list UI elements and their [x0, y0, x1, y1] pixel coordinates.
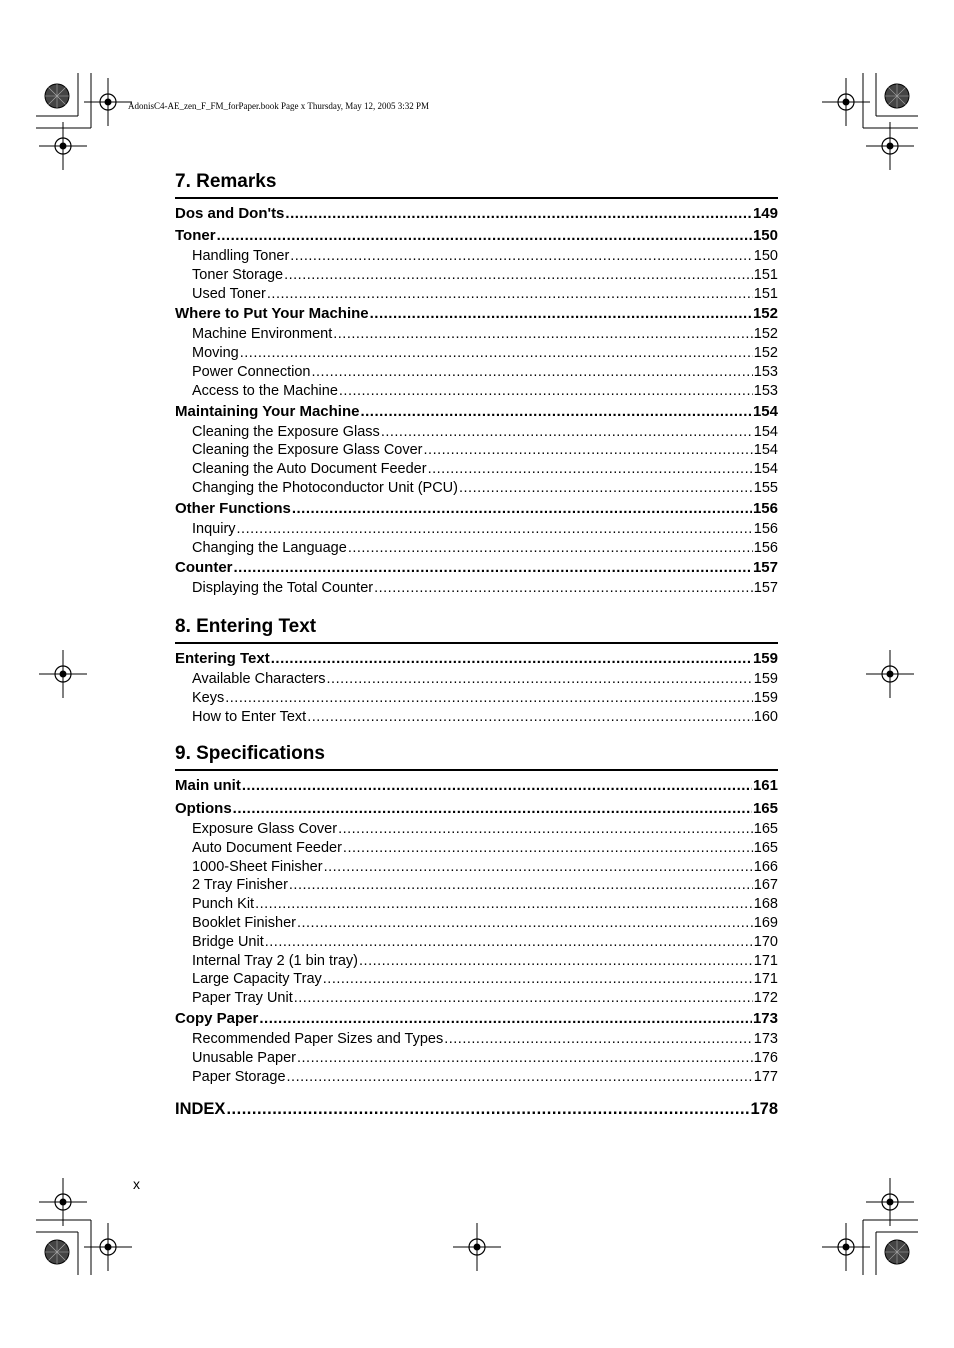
section-title: 7. Remarks	[175, 171, 778, 199]
toc-entry[interactable]: Counter ..... 157	[175, 557, 778, 579]
toc-subentry[interactable]: 2 Tray Finisher ..... 167	[175, 876, 778, 895]
print-header-line: AdonisC4-AE_zen_F_FM_forPaper.book Page x Thursday, May 12, 2005 3:32 PM	[128, 101, 429, 111]
toc-subentry[interactable]: Used Toner ..... 151	[175, 285, 778, 304]
toc-subentry[interactable]: 1000-Sheet Finisher ..... 166	[175, 858, 778, 877]
toc-subentry[interactable]: Large Capacity Tray ..... 171	[175, 970, 778, 989]
toc-subentry[interactable]: Paper Storage ..... 177	[175, 1068, 778, 1087]
toc-subentry[interactable]: Bridge Unit ..... 170	[175, 933, 778, 952]
toc-subentry[interactable]: Toner Storage ..... 151	[175, 266, 778, 285]
toc-entry[interactable]: Options ..... 165	[175, 798, 778, 820]
toc-subentry[interactable]: Booklet Finisher ..... 169	[175, 914, 778, 933]
toc-entry[interactable]: Copy Paper ..... 173	[175, 1008, 778, 1030]
toc-subentry[interactable]: Punch Kit ..... 168	[175, 895, 778, 914]
toc-subentry[interactable]: How to Enter Text ..... 160	[175, 708, 778, 727]
toc-entry-index[interactable]: INDEX ..... 178	[175, 1097, 778, 1121]
toc-subentry[interactable]: Keys ..... 159	[175, 689, 778, 708]
toc-entry[interactable]: Other Functions ..... 156	[175, 498, 778, 520]
toc-subentry[interactable]: Cleaning the Exposure Glass Cover ..... 154	[175, 441, 778, 460]
toc-section-entering-text	[175, 616, 778, 726]
toc-entry[interactable]: Entering Text ..... 159	[175, 648, 778, 670]
toc-section-specifications	[175, 743, 778, 1086]
registration-mark-bottom-left	[36, 1178, 132, 1275]
toc-subentry[interactable]: Internal Tray 2 (1 bin tray) ..... 171	[175, 952, 778, 971]
toc-subentry[interactable]: Cleaning the Exposure Glass ..... 154	[175, 423, 778, 442]
toc-subentry[interactable]: Changing the Photoconductor Unit (PCU) ..... 155	[175, 479, 778, 498]
toc-subentry[interactable]: Cleaning the Auto Document Feeder ..... 154	[175, 460, 778, 479]
toc-subentry[interactable]: Recommended Paper Sizes and Types ..... 173	[175, 1030, 778, 1049]
toc-subentry[interactable]: Paper Tray Unit ..... 172	[175, 989, 778, 1008]
toc-entry[interactable]: Toner ..... 150	[175, 225, 778, 247]
toc-subentry[interactable]: Inquiry ..... 156	[175, 520, 778, 539]
registration-mark-right-middle	[866, 650, 914, 698]
toc-subentry[interactable]: Power Connection ..... 153	[175, 363, 778, 382]
toc-entry[interactable]: Where to Put Your Machine ..... 152	[175, 303, 778, 325]
toc-subentry[interactable]: Available Characters ..... 159	[175, 670, 778, 689]
registration-mark-bottom-middle	[453, 1223, 501, 1271]
toc-entry[interactable]: Maintaining Your Machine ..... 154	[175, 401, 778, 423]
toc-subentry[interactable]: Access to the Machine ..... 153	[175, 382, 778, 401]
toc-subentry[interactable]: Handling Toner ..... 150	[175, 247, 778, 266]
toc-entry[interactable]: Dos and Don'ts ..... 149	[175, 203, 778, 225]
section-title: 9. Specifications	[175, 743, 778, 771]
toc-subentry[interactable]: Exposure Glass Cover ..... 165	[175, 820, 778, 839]
toc-subentry[interactable]: Auto Document Feeder ..... 165	[175, 839, 778, 858]
toc-entry[interactable]: Main unit ..... 161	[175, 775, 778, 797]
toc-subentry[interactable]: Displaying the Total Counter ..... 157	[175, 579, 778, 598]
toc-subentry[interactable]: Changing the Language ..... 156	[175, 539, 778, 558]
registration-mark-left-middle	[39, 650, 87, 698]
registration-mark-bottom-right	[822, 1178, 918, 1275]
registration-mark-top-right	[822, 73, 918, 170]
section-title: 8. Entering Text	[175, 616, 778, 644]
toc-subentry[interactable]: Moving ..... 152	[175, 344, 778, 363]
page-number: x	[133, 1176, 140, 1192]
toc-subentry[interactable]: Unusable Paper ..... 176	[175, 1049, 778, 1068]
toc-subentry[interactable]: Machine Environment ..... 152	[175, 325, 778, 344]
toc-section-remarks	[175, 171, 778, 598]
registration-mark-top-left	[36, 73, 132, 170]
